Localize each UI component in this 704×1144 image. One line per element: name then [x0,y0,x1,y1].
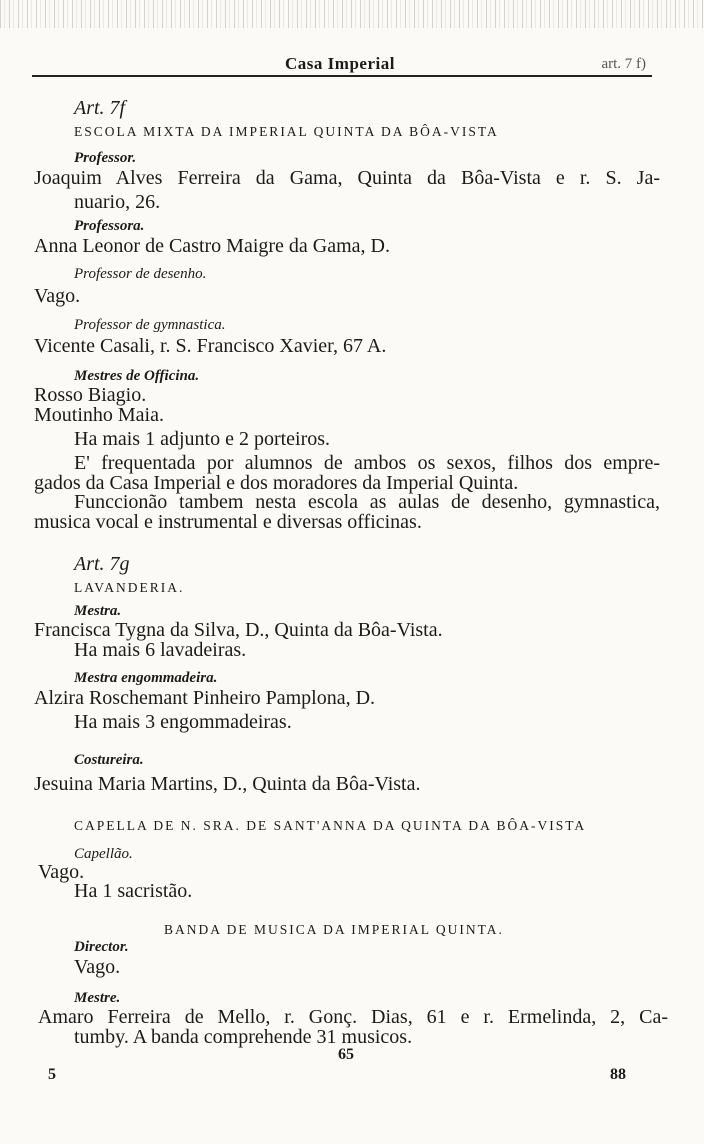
entry-text: Jesuina Maria Martins, D., Quinta da Bôa-Vista. [34,773,421,795]
entry-text: nuario, 26. [74,191,161,213]
entry-text: Amaro Ferreira de Mello, r. Gonç. Dias, 61 e r. Ermelinda, 2, Ca- [38,1006,668,1028]
note-text: musica vocal e instrumental e diversas officinas. [34,511,422,533]
note-text: Ha mais 3 engommadeiras. [74,711,292,733]
page-reference: art. 7 f) [601,56,646,72]
page-number-center: 65 [338,1046,354,1063]
entry-text: Vicente Casali, r. S. Francisco Xavier, 67 A. [34,335,387,357]
note-text: E' frequentada por alumnos de ambos os sexos, filhos dos empre- [74,452,660,474]
note-text: Ha mais 6 lavadeiras. [74,639,247,661]
header-rule [32,75,652,77]
role-label: Costureira. [74,752,144,768]
article-heading: Art. 7f [74,97,126,119]
page-title: Casa Imperial [285,54,395,73]
note-text: Funccionão tambem nesta escola as aulas de desenho, gymnastica, [74,491,660,513]
signature-mark-left: 5 [48,1066,56,1083]
page-number-right: 88 [610,1066,626,1083]
entry-text: Rosso Biagio. [34,384,147,406]
role-label: Capellão. [74,846,133,862]
role-label: Mestra. [74,603,122,619]
role-label: Professor. [74,150,137,166]
entry-text: tumby. A banda comprehende 31 musicos. [74,1026,413,1048]
role-label: Director. [74,939,129,955]
entry-text: Alzira Roschemant Pinheiro Pamplona, D. [34,687,376,709]
institution-heading: ESCOLA MIXTA DA IMPERIAL QUINTA DA BÔA-VISTA [74,124,499,139]
role-label: Professora. [74,218,145,234]
entry-text: Vago. [34,285,81,307]
scan-noise [0,0,704,28]
institution-heading: CAPELLA DE N. SRA. DE SANT'ANNA DA QUINTA DA BÔA-VISTA [74,818,587,833]
entry-text: Anna Leonor de Castro Maigre da Gama, D. [34,235,390,257]
role-label: Professor de desenho. [74,266,207,282]
article-heading: Art. 7g [74,553,130,575]
role-label: Mestres de Officina. [74,368,200,384]
institution-heading: BANDA DE MUSICA DA IMPERIAL QUINTA. [164,922,504,937]
entry-text: Moutinho Maia. [34,404,164,426]
entry-text: Joaquim Alves Ferreira da Gama, Quinta da Bôa-Vista e r. S. Ja- [34,167,660,189]
role-label: Professor de gymnastica. [74,317,226,333]
role-label: Mestra engommadeira. [74,670,218,686]
note-text: gados da Casa Imperial e dos moradores da Imperial Quinta. [34,472,519,494]
role-label: Mestre. [74,990,121,1006]
entry-text: Francisca Tygna da Silva, D., Quinta da Bôa-Vista. [34,619,443,641]
note-text: Ha 1 sacristão. [74,880,193,902]
institution-heading: LAVANDERIA. [74,580,185,595]
entry-text: Vago. [74,956,121,978]
entry-text: Vago. [38,861,85,883]
note-text: Ha mais 1 adjunto e 2 porteiros. [74,428,331,450]
